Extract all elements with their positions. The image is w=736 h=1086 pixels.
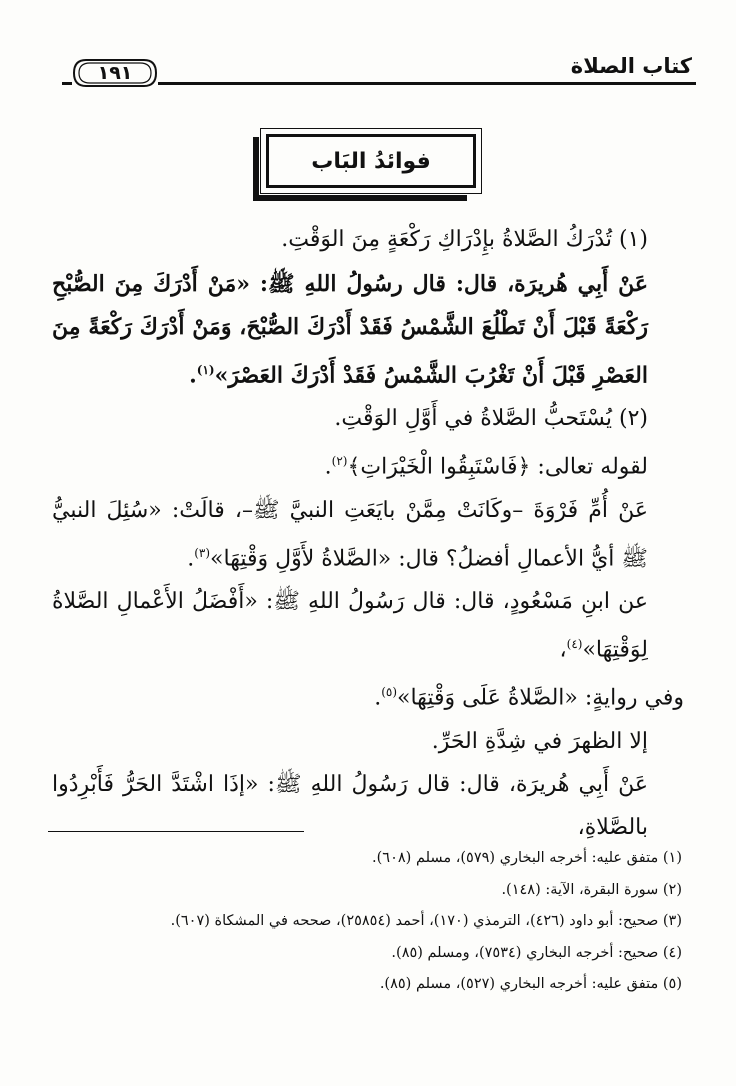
footnotes: [52, 843, 682, 1001]
point-2: (٢) يُسْتَحبُّ الصَّلاةُ في أَوَّلِ الوَقْتِ.: [334, 406, 648, 432]
hadith-1-text: عَنْ أَبِي هُريرَة، قال: قال رسُولُ اللهِ ﷺ: «مَنْ أَدْرَكَ مِنَ الصُّبْحِ رَكْعَةً قَبْلَ أَنْ تَطْلُعَ الشَّمْسُ فَقَدْ أَدْرَكَ الصُّبْحَ، وَمَنْ أَدْرَكَ رَكْعَةً مِنَ العَصْرِ قَبْلَ أَنْ تَغْرُبَ الشَّمْسُ فَقَدْ أَدْرَكَ العَصْرَ»: [52, 271, 648, 389]
page-number: ١٩١: [97, 62, 133, 84]
hadith-3-variant: وفي روايةٍ: «الصَّلاةُ عَلَى وَقْتِهَا»$^{(٥)}$.: [374, 685, 684, 711]
page-number-badge: [72, 58, 158, 88]
footnote-ref-3: (٣): [194, 545, 211, 560]
footnote-4: (٤) صحيح: أخرجه البخاري (٧٥٣٤)، ومسلم (٨٥).: [391, 944, 682, 961]
hadith-3-variant-text: وفي روايةٍ: «الصَّلاةُ عَلَى وَقْتِهَا»: [397, 685, 684, 711]
title-shadow: [253, 137, 259, 201]
hadith-2: عَنْ أُمِّ فَرْوَةَ –وكَانَتْ مِمَّنْ بايَعَتِ النبيَّ ﷺ–، قالَتْ: «سُئِلَ النبيُّ ﷺ أيُّ الأعمالِ أفضلُ؟ قال: «الصَّلاةُ لأَوَّلِ وَقْتِهَا»$^{(٣)}$.: [52, 497, 648, 571]
hadith-1: عَنْ أَبِي هُريرَة، قال: قال رسُولُ اللهِ ﷺ: «مَنْ أَدْرَكَ مِنَ الصُّبْحِ رَكْعَةً قَبْلَ أَنْ تَطْلُعَ الشَّمْسُ فَقَدْ أَدْرَكَ الصُّبْحَ، وَمَنْ أَدْرَكَ رَكْعَةً مِنَ العَصْرِ قَبْلَ أَنْ تَغْرُبَ الشَّمْسُ فَقَدْ أَدْرَكَ العَصْرَ»$^{(١)}$.: [52, 271, 648, 389]
main-text: [52, 218, 684, 849]
point-1: (١) تُدْرَكُ الصَّلاةُ بإِدْرَاكِ رَكْعَةٍ مِنَ الوَقْتِ.: [281, 227, 648, 252]
header-title: كتاب الصلاة: [561, 54, 692, 78]
verse-text: لقوله تعالى: ﴿فَاسْتَبِقُوا الْخَيْرَاتِ﴾: [347, 454, 648, 480]
hadith-3-text: عن ابنِ مَسْعُودٍ، قال: قال رَسُولُ اللهِ ﷺ: «أَفْضَلُ الأَعْمالِ الصَّلاةُ لِوَقْتِهَا»: [52, 588, 648, 663]
running-header: [62, 52, 696, 92]
footnote-1: (١) متفق عليه: أخرجه البخاري (٥٧٩)، مسلم (٦٠٨).: [372, 850, 682, 866]
footnote-5: (٥) متفق عليه: أخرجه البخاري (٥٢٧)، مسلم (٨٥).: [379, 976, 682, 992]
hadith-4: عَنْ أَبِي هُريرَة، قال: قال رَسُولُ اللهِ ﷺ: «إذَا اشْتَدَّ الحَرُّ فَأَبْرِدُوا بالصَّلاةِ،: [52, 771, 648, 840]
exception-note: إلا الظهرَ في شِدَّةِ الحَرِّ.: [431, 728, 648, 754]
hadith-2-text: عَنْ أُمِّ فَرْوَةَ –وكَانَتْ مِمَّنْ بايَعَتِ النبيَّ ﷺ–، قالَتْ: «سُئِلَ النبيُّ ﷺ أيُّ الأعمالِ أفضلُ؟ قال: «الصَّلاةُ لأَوَّلِ وَقْتِهَا»: [52, 497, 648, 571]
chapter-title-frame: [266, 134, 476, 188]
chapter-title-box: [260, 128, 482, 194]
hadith-3: عن ابنِ مَسْعُودٍ، قال: قال رَسُولُ اللهِ ﷺ: «أَفْضَلُ الأَعْمالِ الصَّلاةُ لِوَقْتِهَا»$^{(٤)}$،: [52, 588, 648, 663]
verse-quote: لقوله تعالى: ﴿فَاسْتَبِقُوا الْخَيْرَاتِ﴾$^{(٢)}$.: [324, 454, 648, 480]
footnote-3: (٣) صحيح: أبو داود (٤٢٦)، الترمذي (١٧٠)، أحمد (٢٥٨٥٤)، صححه في المشكاة (٦٠٧).: [170, 913, 682, 929]
footnote-2: (٢) سورة البقرة، الآية: (١٤٨).: [501, 881, 682, 898]
footnote-separator: [48, 831, 304, 832]
footnote-ref-2: (٢): [331, 454, 348, 469]
footnote-ref-4: (٤): [566, 636, 583, 651]
footnote-ref-1: (١): [196, 363, 215, 377]
title-shadow-bottom: [253, 195, 467, 201]
footnote-ref-5: (٥): [381, 685, 398, 700]
chapter-title: فوائدُ البَاب: [311, 148, 431, 174]
